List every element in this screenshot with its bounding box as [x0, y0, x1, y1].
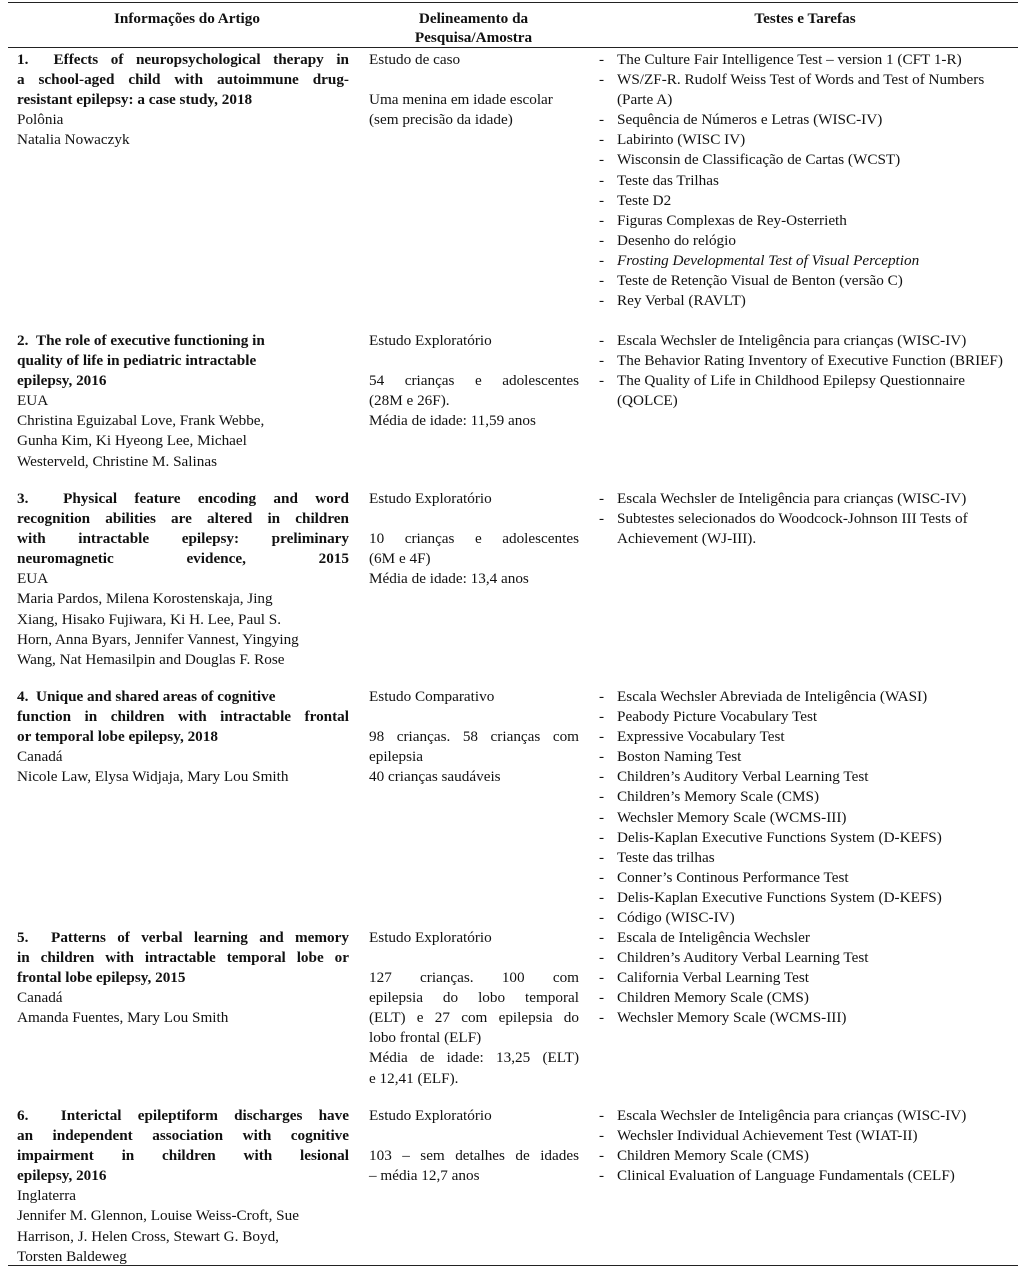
article-authors-line: Christina Eguizabal Love, Frank Webbe,: [17, 412, 265, 430]
bullet-dash: -: [599, 888, 605, 906]
test-name: Peabody Picture Vocabulary Test: [617, 708, 818, 726]
article-title-line: 2. The role of executive functioning in: [17, 332, 265, 349]
study-type: Estudo Exploratório: [369, 490, 492, 507]
article-country: Canadá: [17, 989, 63, 1007]
test-name: Escala Wechsler de Inteligência para crianças (WISC-IV): [617, 1107, 967, 1124]
article-info-cell: [17, 687, 349, 787]
bullet-dash: -: [599, 131, 605, 149]
article-title-line: recognition abilities are altered in children: [17, 510, 349, 528]
sample-description-line: 40 crianças saudáveis: [369, 768, 501, 786]
test-name: Rey Verbal (RAVLT): [617, 292, 746, 310]
test-name: Children’s Memory Scale (CMS): [617, 788, 820, 806]
bullet-dash: -: [599, 688, 605, 705]
article-title-line: 3. Physical feature encoding and word: [17, 490, 349, 507]
bullet-dash: -: [599, 292, 605, 310]
test-name: Expressive Vocabulary Test: [617, 728, 785, 746]
article-title-line: 5. Patterns of verbal learning and memory: [17, 929, 349, 946]
bullet-dash: -: [599, 728, 605, 746]
research-design-cell: [369, 1106, 579, 1186]
bullet-dash: -: [599, 352, 605, 370]
sample-description-line: Média de idade: 13,4 anos: [369, 570, 529, 588]
spacer: [369, 707, 579, 727]
test-item: [599, 908, 1015, 928]
research-design-cell: [369, 928, 579, 1089]
bullet-dash: -: [599, 372, 605, 390]
test-item: [599, 687, 1015, 707]
sample-description-line: e 12,41 (ELF).: [369, 1069, 459, 1087]
article-title-line: impairment in children with lesional: [17, 1147, 349, 1165]
test-item: [599, 848, 1015, 868]
test-item: [599, 489, 1015, 509]
sample-description-line: Uma menina em idade escolar: [369, 91, 553, 109]
bullet-dash: -: [599, 949, 605, 967]
study-type: Estudo Exploratório: [369, 929, 492, 946]
test-name: Children’s Auditory Verbal Learning Test: [617, 949, 869, 967]
test-item: [599, 968, 1015, 988]
article-title: [17, 50, 349, 110]
spacer: [369, 70, 579, 90]
test-item: [599, 351, 1015, 371]
article-authors-line: Gunha Kim, Ki Hyeong Lee, Michael: [17, 432, 247, 450]
article-authors-line: Xiang, Hisako Fujiwara, Ki H. Lee, Paul S.: [17, 610, 282, 628]
test-name: Delis-Kaplan Executive Functions System (D-KEFS): [617, 828, 942, 846]
article-country: EUA: [17, 570, 49, 588]
test-item: [599, 50, 1015, 70]
test-item: [599, 211, 1015, 231]
bullet-dash: -: [599, 171, 605, 189]
bullet-dash: -: [599, 1107, 605, 1124]
article-info-cell: [17, 489, 349, 670]
sample-description-line: 54 crianças e adolescentes: [369, 372, 579, 390]
test-item: [599, 828, 1015, 848]
bullet-dash: -: [599, 1167, 605, 1185]
spacer: [369, 1126, 579, 1146]
sample-description-line: (6M e 4F): [369, 550, 431, 568]
bullet-dash: -: [599, 868, 605, 886]
header-article-info: Informações do Artigo: [114, 10, 260, 27]
test-name: Escala Wechsler de Inteligência para crianças (WISC-IV): [617, 490, 967, 507]
bullet-dash: -: [599, 111, 605, 129]
study-type: Estudo Exploratório: [369, 332, 492, 349]
bullet-dash: -: [599, 332, 605, 349]
test-name: Teste das Trilhas: [617, 171, 719, 189]
bullet-dash: -: [599, 510, 605, 528]
test-name: The Culture Fair Intelligence Test – version 1 (CFT 1-R): [617, 51, 962, 68]
test-item: [599, 110, 1015, 130]
bullet-dash: -: [599, 788, 605, 806]
study-type: Estudo Comparativo: [369, 688, 495, 705]
article-title-line: resistant epilepsy: a case study, 2018: [17, 91, 253, 109]
article-authors-line: Amanda Fuentes, Mary Lou Smith: [17, 1009, 229, 1027]
test-name: Código (WISC-IV): [617, 909, 735, 927]
test-name: Wisconsin de Classificação de Cartas (WCST): [617, 151, 901, 169]
tests-cell: [599, 1106, 1015, 1186]
sample-description-line: epilepsia: [369, 748, 423, 766]
test-item: [599, 371, 1015, 411]
article-authors-line: Maria Pardos, Milena Korostenskaja, Jing: [17, 590, 273, 608]
sample-description-line: epilepsia do lobo temporal: [369, 989, 579, 1007]
test-item: [599, 1126, 1015, 1146]
article-authors-line: Torsten Baldeweg: [17, 1247, 127, 1265]
test-name: Frosting Developmental Test of Visual Perception: [617, 251, 920, 269]
test-item: [599, 767, 1015, 787]
bullet-dash: -: [599, 151, 605, 169]
sample-description-line: 98 crianças. 58 crianças com: [369, 728, 579, 746]
test-name: Figuras Complexas de Rey-Osterrieth: [617, 211, 847, 229]
test-item: [599, 787, 1015, 807]
article-title-line: or temporal lobe epilepsy, 2018: [17, 728, 218, 746]
bullet-dash: -: [599, 272, 605, 290]
test-item: [599, 888, 1015, 908]
spacer: [369, 509, 579, 529]
sample-description-line: lobo frontal (ELF): [369, 1029, 482, 1047]
test-name: Children’s Auditory Verbal Learning Test: [617, 768, 869, 786]
header-research-design-line2: Pesquisa/Amostra: [414, 29, 533, 46]
article-title-line: frontal lobe epilepsy, 2015: [17, 969, 186, 987]
article-country: Polônia: [17, 111, 64, 129]
sample-description-line: 127 crianças. 100 com: [369, 969, 579, 987]
test-item: [599, 130, 1015, 150]
test-item: [599, 727, 1015, 747]
test-name: Children Memory Scale (CMS): [617, 989, 809, 1007]
article-info-cell: [17, 928, 349, 1028]
test-item: [599, 70, 1015, 110]
article-title-line: in children with intractable temporal lobe or: [17, 949, 349, 967]
study-type: Estudo de caso: [369, 51, 461, 68]
sample-description-line: (28M e 26F).: [369, 392, 450, 410]
test-item: [599, 150, 1015, 170]
article-info-cell: [17, 331, 349, 472]
article-country: Inglaterra: [17, 1187, 77, 1205]
sample-description-line: Média de idade: 13,25 (ELT): [369, 1049, 579, 1067]
bullet-dash: -: [599, 969, 605, 987]
test-item: [599, 1106, 1015, 1126]
bullet-dash: -: [599, 211, 605, 229]
test-item: [599, 988, 1015, 1008]
test-name: Teste D2: [617, 191, 672, 209]
test-name: WS/ZF-R. Rudolf Weiss Test of Words and Test of Numbers (Parte A): [617, 71, 985, 109]
article-title-line: an independent association with cognitive: [17, 1127, 349, 1145]
test-item: [599, 808, 1015, 828]
sample-description-line: (ELT) e 27 com epilepsia do: [369, 1009, 579, 1027]
test-item: [599, 1008, 1015, 1028]
test-name: Children Memory Scale (CMS): [617, 1147, 809, 1165]
bullet-dash: -: [599, 1009, 605, 1027]
test-name: Escala Wechsler de Inteligência para crianças (WISC-IV): [617, 332, 967, 349]
article-info-cell: [17, 1106, 349, 1267]
test-name: The Behavior Rating Inventory of Executive Function (BRIEF): [617, 352, 1003, 370]
test-name: Conner’s Continous Performance Test: [617, 868, 849, 886]
test-name: California Verbal Learning Test: [617, 969, 809, 987]
test-item: [599, 948, 1015, 968]
bullet-dash: -: [599, 989, 605, 1007]
bullet-dash: -: [599, 231, 605, 249]
test-item: [599, 1166, 1015, 1186]
test-name: The Quality of Life in Childhood Epilepsy Questionnaire (QOLCE): [617, 372, 965, 410]
test-name: Wechsler Individual Achievement Test (WIAT-II): [617, 1127, 918, 1145]
article-title-line: 4. Unique and shared areas of cognitive: [17, 688, 276, 705]
article-authors-line: Natalia Nowaczyk: [17, 131, 130, 149]
article-authors-line: Nicole Law, Elysa Widjaja, Mary Lou Smith: [17, 768, 289, 786]
article-info-cell: [17, 50, 349, 150]
bullet-dash: -: [599, 768, 605, 786]
tests-cell: [599, 489, 1015, 549]
research-design-cell: [369, 331, 579, 431]
article-authors-line: Harrison, J. Helen Cross, Stewart G. Boyd,: [17, 1227, 279, 1245]
bullet-dash: -: [599, 191, 605, 209]
article-title: [17, 1106, 349, 1186]
header-research-design: [366, 9, 581, 47]
spacer: [369, 948, 579, 968]
tests-cell: [599, 928, 1015, 1028]
research-design-cell: [369, 489, 579, 589]
article-title: [17, 928, 349, 988]
header-rule: [8, 47, 1018, 48]
test-name: Escala Wechsler Abreviada de Inteligência (WASI): [617, 688, 928, 705]
article-title-line: function in children with intractable frontal: [17, 708, 349, 726]
sample-description-line: – média 12,7 anos: [369, 1167, 480, 1185]
test-item: [599, 868, 1015, 888]
article-title-line: epilepsy, 2016: [17, 1167, 107, 1185]
test-name: Wechsler Memory Scale (WCMS-III): [617, 808, 847, 826]
bullet-dash: -: [599, 848, 605, 866]
bullet-dash: -: [599, 490, 605, 507]
sample-description-line: (sem precisão da idade): [369, 111, 513, 129]
article-title-line: 1. Effects of neuropsychological therapy in: [17, 51, 349, 68]
test-item: [599, 331, 1015, 351]
article-title-line: epilepsy, 2016: [17, 372, 107, 390]
header-research-design-line1: Delineamento da: [418, 10, 529, 27]
bullet-dash: -: [599, 1147, 605, 1165]
tests-cell: [599, 687, 1015, 928]
research-design-cell: [369, 50, 579, 130]
sample-description-line: Média de idade: 11,59 anos: [369, 412, 536, 430]
article-title: [17, 489, 349, 569]
article-authors-line: Westerveld, Christine M. Salinas: [17, 452, 217, 470]
bullet-dash: -: [599, 71, 605, 89]
article-title-line: neuromagnetic evidence, 2015: [17, 550, 349, 568]
table-bottom-rule: [8, 1265, 1018, 1266]
test-item: [599, 747, 1015, 767]
article-authors-line: Horn, Anna Byars, Jennifer Vannest, Yingying: [17, 630, 299, 648]
tests-cell: [599, 331, 1015, 411]
article-authors-line: Wang, Nat Hemasilpin and Douglas F. Rose: [17, 650, 285, 668]
test-name: Escala de Inteligência Wechsler: [617, 929, 810, 946]
bullet-dash: -: [599, 1127, 605, 1145]
test-name: Clinical Evaluation of Language Fundamentals (CELF): [617, 1167, 955, 1185]
article-title-line: with intractable epilepsy: preliminary: [17, 530, 349, 548]
sample-description-line: 10 crianças e adolescentes: [369, 530, 579, 548]
article-title-line: quality of life in pediatric intractable: [17, 352, 257, 370]
test-item: [599, 1146, 1015, 1166]
test-name: Labirinto (WISC IV): [617, 131, 746, 149]
study-type: Estudo Exploratório: [369, 1107, 492, 1124]
test-name: Sequência de Números e Letras (WISC-IV): [617, 111, 883, 129]
test-item: [599, 509, 1015, 549]
table-top-rule: [8, 2, 1018, 3]
test-name: Delis-Kaplan Executive Functions System (D-KEFS): [617, 888, 942, 906]
article-country: Canadá: [17, 748, 63, 766]
bullet-dash: -: [599, 929, 605, 946]
test-name: Subtestes selecionados do Woodcock-Johnson III Tests of Achievement (WJ-III).: [617, 510, 968, 548]
test-item: [599, 171, 1015, 191]
test-name: Desenho do relógio: [617, 231, 736, 249]
test-item: [599, 271, 1015, 291]
test-item: [599, 231, 1015, 251]
test-item: [599, 291, 1015, 311]
bullet-dash: -: [599, 708, 605, 726]
bullet-dash: -: [599, 251, 605, 269]
bullet-dash: -: [599, 828, 605, 846]
test-item: [599, 707, 1015, 727]
header-tests-tasks: Testes e Tarefas: [754, 10, 856, 27]
article-country: EUA: [17, 392, 49, 410]
test-name: Wechsler Memory Scale (WCMS-III): [617, 1009, 847, 1027]
test-item: [599, 251, 1015, 271]
bullet-dash: -: [599, 748, 605, 766]
tests-cell: [599, 50, 1015, 311]
article-authors-line: Jennifer M. Glennon, Louise Weiss-Croft, Sue: [17, 1207, 299, 1225]
article-title-line: a school-aged child with autoimmune drug-: [17, 71, 349, 89]
test-item: [599, 928, 1015, 948]
test-name: Boston Naming Test: [617, 748, 742, 766]
test-item: [599, 191, 1015, 211]
research-design-cell: [369, 687, 579, 787]
bullet-dash: -: [599, 808, 605, 826]
test-name: Teste das trilhas: [617, 848, 715, 866]
article-title-line: 6. Interictal epileptiform discharges have: [17, 1107, 349, 1124]
article-title: [17, 687, 349, 747]
sample-description-line: 103 – sem detalhes de idades: [369, 1147, 579, 1165]
bullet-dash: -: [599, 51, 605, 68]
bullet-dash: -: [599, 909, 605, 927]
test-name: Teste de Retenção Visual de Benton (versão C): [617, 272, 903, 290]
article-title: [17, 331, 349, 391]
spacer: [369, 351, 579, 371]
